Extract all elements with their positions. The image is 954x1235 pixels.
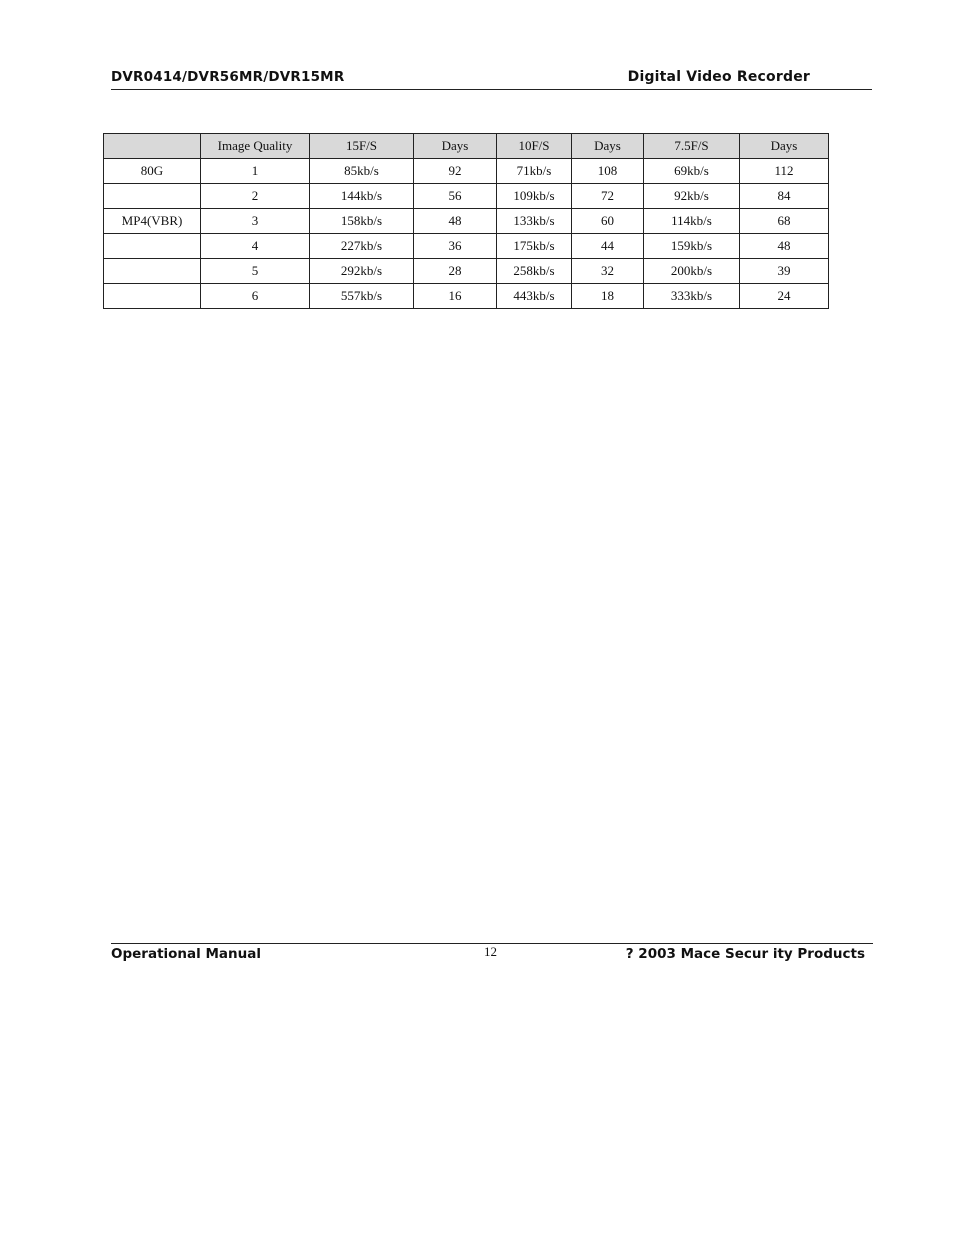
column-header: 10F/S	[497, 134, 572, 159]
table-cell: 24	[740, 284, 829, 309]
table-row	[104, 209, 829, 234]
table-cell: 92kb/s	[644, 184, 740, 209]
column-header: Days	[572, 134, 644, 159]
table-cell: 133kb/s	[497, 209, 572, 234]
table-cell: 1	[201, 159, 310, 184]
table-cell: 71kb/s	[497, 159, 572, 184]
table-body	[104, 134, 829, 309]
column-header	[104, 134, 201, 159]
table-cell: 48	[414, 209, 497, 234]
table-cell: 92	[414, 159, 497, 184]
table-cell: 109kb/s	[497, 184, 572, 209]
table-cell	[104, 234, 201, 259]
table-row	[104, 159, 829, 184]
page-number: 12	[484, 944, 497, 959]
table-cell: 28	[414, 259, 497, 284]
table-cell: 159kb/s	[644, 234, 740, 259]
table-cell: 3	[201, 209, 310, 234]
table-cell: 16	[414, 284, 497, 309]
table-cell: 557kb/s	[310, 284, 414, 309]
table-cell: 114kb/s	[644, 209, 740, 234]
table-cell: 48	[740, 234, 829, 259]
table-cell: 6	[201, 284, 310, 309]
table-cell: MP4(VBR)	[104, 209, 201, 234]
table-cell: 80G	[104, 159, 201, 184]
table-cell: 84	[740, 184, 829, 209]
table-cell: 144kb/s	[310, 184, 414, 209]
table-cell: 333kb/s	[644, 284, 740, 309]
table-cell	[104, 184, 201, 209]
table-cell: 68	[740, 209, 829, 234]
header-divider	[111, 89, 872, 90]
table-cell: 227kb/s	[310, 234, 414, 259]
footer-copyright: ? 2003 Mace Secur ity Products	[625, 946, 865, 962]
table-header-row	[104, 134, 829, 159]
table-cell: 443kb/s	[497, 284, 572, 309]
column-header: Days	[740, 134, 829, 159]
bitrate-days-table	[103, 133, 829, 309]
table-cell: 36	[414, 234, 497, 259]
table-cell: 5	[201, 259, 310, 284]
column-header: 7.5F/S	[644, 134, 740, 159]
table-cell: 258kb/s	[497, 259, 572, 284]
table-cell: 2	[201, 184, 310, 209]
header-product: Digital Video Recorder	[627, 69, 810, 85]
table-cell: 4	[201, 234, 310, 259]
table-cell: 112	[740, 159, 829, 184]
table-cell	[104, 284, 201, 309]
table-cell: 158kb/s	[310, 209, 414, 234]
table-cell: 32	[572, 259, 644, 284]
table-cell: 60	[572, 209, 644, 234]
column-header: 15F/S	[310, 134, 414, 159]
table-row	[104, 259, 829, 284]
header-model: DVR0414/DVR56MR/DVR15MR	[111, 69, 345, 85]
table-cell: 85kb/s	[310, 159, 414, 184]
table-cell	[104, 259, 201, 284]
table-cell: 56	[414, 184, 497, 209]
footer-title: Operational Manual	[111, 946, 261, 962]
table-cell: 44	[572, 234, 644, 259]
table-cell: 18	[572, 284, 644, 309]
table-cell: 200kb/s	[644, 259, 740, 284]
table-cell: 175kb/s	[497, 234, 572, 259]
table-row	[104, 184, 829, 209]
table-cell: 72	[572, 184, 644, 209]
column-header: Image Quality	[201, 134, 310, 159]
table-row	[104, 284, 829, 309]
table-row	[104, 234, 829, 259]
table-cell: 108	[572, 159, 644, 184]
column-header: Days	[414, 134, 497, 159]
table-cell: 39	[740, 259, 829, 284]
table-cell: 69kb/s	[644, 159, 740, 184]
table-cell: 292kb/s	[310, 259, 414, 284]
